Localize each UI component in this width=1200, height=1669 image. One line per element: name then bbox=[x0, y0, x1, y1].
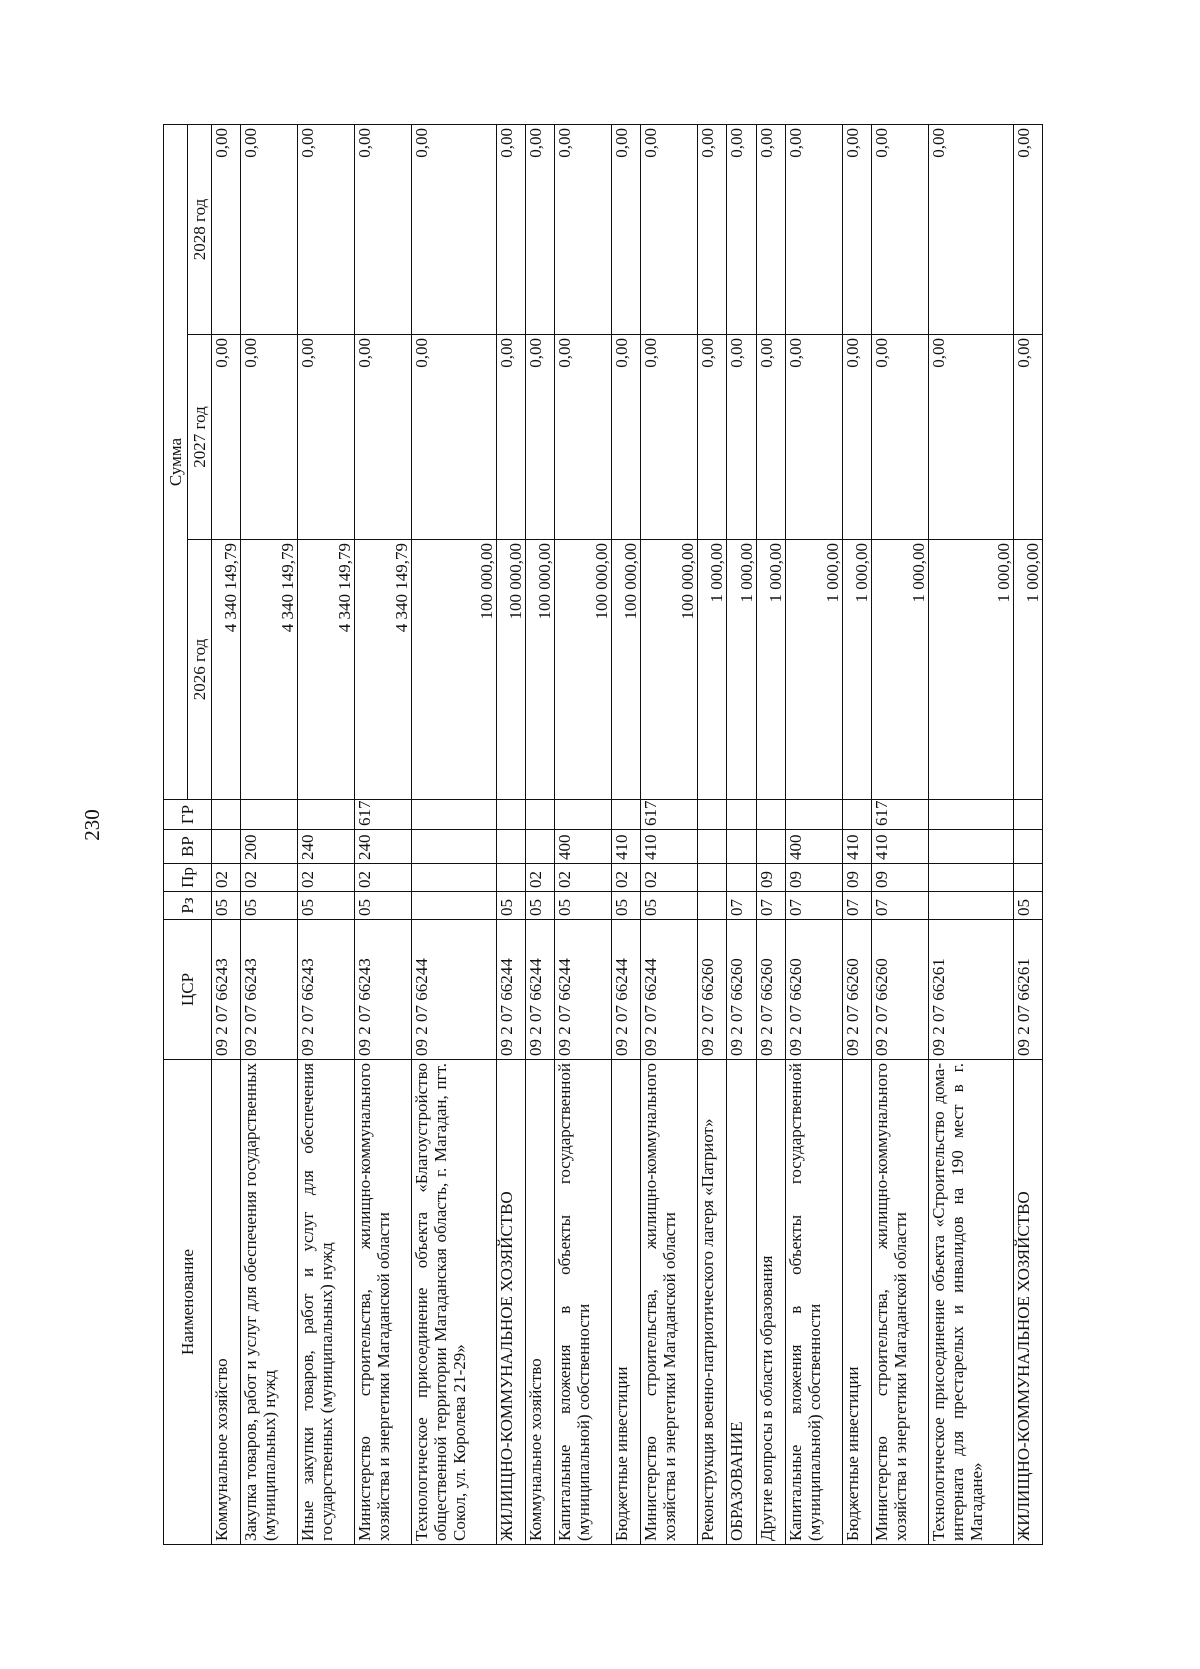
cell-vr: 410 bbox=[641, 830, 698, 864]
cell-2027: 0,00 bbox=[612, 335, 641, 540]
cell-rz: 07 bbox=[842, 892, 871, 920]
cell-gr bbox=[212, 800, 241, 830]
cell-rz: 05 bbox=[612, 892, 641, 920]
cell-pr: 02 bbox=[298, 864, 355, 892]
cell-pr bbox=[929, 864, 1014, 892]
cell-rz: 07 bbox=[872, 892, 929, 920]
cell-vr bbox=[525, 830, 554, 864]
cell-gr bbox=[1013, 800, 1042, 830]
cell-2027: 0,00 bbox=[929, 335, 1014, 540]
cell-2028: 0,00 bbox=[298, 124, 355, 334]
cell-2028: 0,00 bbox=[785, 124, 842, 334]
cell-2028: 0,00 bbox=[842, 124, 871, 334]
cell-vr: 410 bbox=[842, 830, 871, 864]
cell-name: Коммунальное хозяйство bbox=[212, 1060, 241, 1545]
cell-name: Реконструкция военно-патриотического лагеря «Патриот» bbox=[698, 1060, 727, 1545]
cell-2026: 1 000,00 bbox=[872, 540, 929, 800]
header-gr: ГР bbox=[164, 800, 212, 830]
cell-rz: 05 bbox=[298, 892, 355, 920]
cell-name: Министерство строительства, жилищно-коммунального хозяйства и энергетики Магаданской области bbox=[641, 1060, 698, 1545]
header-2026: 2026 год bbox=[188, 540, 212, 800]
table-row bbox=[496, 124, 525, 1544]
cell-2026: 1 000,00 bbox=[1013, 540, 1042, 800]
table-row bbox=[842, 124, 871, 1544]
cell-csr: 09 2 07 66243 bbox=[241, 920, 298, 1060]
cell-2026: 4 340 149,79 bbox=[355, 540, 412, 800]
table-row bbox=[241, 124, 298, 1544]
cell-pr: 09 bbox=[756, 864, 785, 892]
cell-2028: 0,00 bbox=[872, 124, 929, 334]
cell-csr: 09 2 07 66260 bbox=[698, 920, 727, 1060]
header-name: Наименование bbox=[164, 1060, 212, 1545]
cell-rz: 05 bbox=[1013, 892, 1042, 920]
cell-gr bbox=[241, 800, 298, 830]
cell-csr: 09 2 07 66260 bbox=[785, 920, 842, 1060]
cell-vr bbox=[698, 830, 727, 864]
cell-2027: 0,00 bbox=[525, 335, 554, 540]
cell-pr bbox=[1013, 864, 1042, 892]
cell-2027: 0,00 bbox=[842, 335, 871, 540]
cell-vr bbox=[496, 830, 525, 864]
cell-vr bbox=[756, 830, 785, 864]
cell-2027: 0,00 bbox=[641, 335, 698, 540]
cell-pr: 09 bbox=[785, 864, 842, 892]
cell-2028: 0,00 bbox=[525, 124, 554, 334]
cell-2026: 1 000,00 bbox=[756, 540, 785, 800]
cell-2027: 0,00 bbox=[212, 335, 241, 540]
cell-vr bbox=[727, 830, 756, 864]
cell-pr: 09 bbox=[872, 864, 929, 892]
cell-name: Закупка товаров, работ и услуг для обеспечения государственных (муниципальных) нужд bbox=[241, 1060, 298, 1545]
cell-2027: 0,00 bbox=[241, 335, 298, 540]
cell-csr: 09 2 07 66261 bbox=[1013, 920, 1042, 1060]
cell-csr: 09 2 07 66243 bbox=[355, 920, 412, 1060]
cell-name: Иные закупки товаров, работ и услуг для обеспечения государственных (муниципальных) нужд bbox=[298, 1060, 355, 1545]
cell-2026: 4 340 149,79 bbox=[298, 540, 355, 800]
cell-2028: 0,00 bbox=[612, 124, 641, 334]
cell-csr: 09 2 07 66244 bbox=[555, 920, 612, 1060]
cell-name: Министерство строительства, жилищно-коммунального хозяйства и энергетики Магаданской области bbox=[355, 1060, 412, 1545]
cell-vr bbox=[929, 830, 1014, 864]
cell-pr bbox=[496, 864, 525, 892]
table-row bbox=[756, 124, 785, 1544]
cell-name: Бюджетные инвестиции bbox=[842, 1060, 871, 1545]
cell-gr bbox=[756, 800, 785, 830]
cell-pr: 02 bbox=[355, 864, 412, 892]
cell-csr: 09 2 07 66260 bbox=[727, 920, 756, 1060]
cell-2028: 0,00 bbox=[727, 124, 756, 334]
cell-csr: 09 2 07 66244 bbox=[525, 920, 554, 1060]
cell-vr: 200 bbox=[241, 830, 298, 864]
header-2027: 2027 год bbox=[188, 335, 212, 540]
cell-gr bbox=[298, 800, 355, 830]
cell-pr: 02 bbox=[241, 864, 298, 892]
cell-pr: 09 bbox=[842, 864, 871, 892]
cell-csr: 09 2 07 66244 bbox=[496, 920, 525, 1060]
cell-2027: 0,00 bbox=[698, 335, 727, 540]
header-pr: Пр bbox=[164, 864, 212, 892]
table-row bbox=[612, 124, 641, 1544]
cell-pr: 02 bbox=[555, 864, 612, 892]
table-body bbox=[212, 124, 1043, 1544]
cell-gr bbox=[412, 800, 497, 830]
cell-gr bbox=[555, 800, 612, 830]
cell-2028: 0,00 bbox=[698, 124, 727, 334]
cell-2027: 0,00 bbox=[727, 335, 756, 540]
cell-2026: 100 000,00 bbox=[555, 540, 612, 800]
cell-name: Капитальные вложения в объекты государственной (муниципальной) собственности bbox=[555, 1060, 612, 1545]
cell-2028: 0,00 bbox=[756, 124, 785, 334]
cell-csr: 09 2 07 66244 bbox=[412, 920, 497, 1060]
cell-csr: 09 2 07 66260 bbox=[756, 920, 785, 1060]
cell-pr bbox=[698, 864, 727, 892]
budget-table bbox=[163, 124, 1043, 1545]
cell-2028: 0,00 bbox=[212, 124, 241, 334]
table-row bbox=[212, 124, 241, 1544]
cell-csr: 09 2 07 66244 bbox=[612, 920, 641, 1060]
cell-2026: 1 000,00 bbox=[727, 540, 756, 800]
table-row bbox=[412, 124, 497, 1544]
header-csr: ЦСР bbox=[164, 920, 212, 1060]
cell-2027: 0,00 bbox=[785, 335, 842, 540]
cell-rz: 07 bbox=[727, 892, 756, 920]
header-vr: ВР bbox=[164, 830, 212, 864]
cell-gr: 617 bbox=[872, 800, 929, 830]
cell-rz: 05 bbox=[241, 892, 298, 920]
cell-2027: 0,00 bbox=[872, 335, 929, 540]
table-row bbox=[727, 124, 756, 1544]
cell-2026: 100 000,00 bbox=[641, 540, 698, 800]
cell-vr bbox=[1013, 830, 1042, 864]
cell-2028: 0,00 bbox=[929, 124, 1014, 334]
cell-gr bbox=[727, 800, 756, 830]
cell-name: ЖИЛИЩНО-КОММУНАЛЬНОЕ ХОЗЯЙСТВО bbox=[1013, 1060, 1042, 1545]
cell-2028: 0,00 bbox=[555, 124, 612, 334]
cell-vr: 240 bbox=[298, 830, 355, 864]
cell-name: Технологическое присоединение объекта «Строительство дома-интерната для престарелых и инвалидов на 190 мест в г. Магадане» bbox=[929, 1060, 1014, 1545]
table-row bbox=[872, 124, 929, 1544]
cell-2026: 1 000,00 bbox=[929, 540, 1014, 800]
cell-2026: 1 000,00 bbox=[842, 540, 871, 800]
cell-2027: 0,00 bbox=[496, 335, 525, 540]
cell-vr: 410 bbox=[612, 830, 641, 864]
cell-rz: 05 bbox=[212, 892, 241, 920]
cell-2026: 100 000,00 bbox=[412, 540, 497, 800]
cell-2026: 100 000,00 bbox=[496, 540, 525, 800]
cell-vr: 400 bbox=[785, 830, 842, 864]
cell-gr bbox=[612, 800, 641, 830]
cell-2026: 100 000,00 bbox=[525, 540, 554, 800]
cell-rz bbox=[929, 892, 1014, 920]
cell-2028: 0,00 bbox=[1013, 124, 1042, 334]
header-sum: Сумма bbox=[164, 124, 188, 799]
cell-gr bbox=[698, 800, 727, 830]
cell-name: Бюджетные инвестиции bbox=[612, 1060, 641, 1545]
cell-2026: 1 000,00 bbox=[698, 540, 727, 800]
cell-name: Министерство строительства, жилищно-коммунального хозяйства и энергетики Магаданской области bbox=[872, 1060, 929, 1545]
cell-pr bbox=[727, 864, 756, 892]
table-row bbox=[298, 124, 355, 1544]
table-row bbox=[525, 124, 554, 1544]
table-row bbox=[785, 124, 842, 1544]
cell-vr: 410 bbox=[872, 830, 929, 864]
cell-2027: 0,00 bbox=[1013, 335, 1042, 540]
cell-name: ЖИЛИЩНО-КОММУНАЛЬНОЕ ХОЗЯЙСТВО bbox=[496, 1060, 525, 1545]
cell-rz: 05 bbox=[355, 892, 412, 920]
header-2028: 2028 год bbox=[188, 124, 212, 334]
cell-csr: 09 2 07 66260 bbox=[842, 920, 871, 1060]
cell-pr: 02 bbox=[612, 864, 641, 892]
cell-2028: 0,00 bbox=[412, 124, 497, 334]
budget-table-container bbox=[163, 125, 1043, 1545]
cell-vr: 400 bbox=[555, 830, 612, 864]
cell-rz: 05 bbox=[555, 892, 612, 920]
cell-gr bbox=[525, 800, 554, 830]
cell-rz: 05 bbox=[496, 892, 525, 920]
cell-2028: 0,00 bbox=[496, 124, 525, 334]
cell-2027: 0,00 bbox=[355, 335, 412, 540]
cell-pr bbox=[412, 864, 497, 892]
cell-rz: 07 bbox=[756, 892, 785, 920]
cell-csr: 09 2 07 66261 bbox=[929, 920, 1014, 1060]
cell-name: ОБРАЗОВАНИЕ bbox=[727, 1060, 756, 1545]
cell-2027: 0,00 bbox=[298, 335, 355, 540]
cell-csr: 09 2 07 66244 bbox=[641, 920, 698, 1060]
cell-vr: 240 bbox=[355, 830, 412, 864]
header-rz: Рз bbox=[164, 892, 212, 920]
cell-csr: 09 2 07 66243 bbox=[298, 920, 355, 1060]
table-row bbox=[641, 124, 698, 1544]
cell-csr: 09 2 07 66243 bbox=[212, 920, 241, 1060]
cell-gr: 617 bbox=[641, 800, 698, 830]
cell-2026: 4 340 149,79 bbox=[241, 540, 298, 800]
cell-gr bbox=[785, 800, 842, 830]
cell-rz: 07 bbox=[785, 892, 842, 920]
cell-2027: 0,00 bbox=[555, 335, 612, 540]
cell-2027: 0,00 bbox=[412, 335, 497, 540]
cell-gr: 617 bbox=[355, 800, 412, 830]
cell-gr bbox=[496, 800, 525, 830]
table-row bbox=[555, 124, 612, 1544]
cell-2026: 1 000,00 bbox=[785, 540, 842, 800]
cell-name: Капитальные вложения в объекты государственной (муниципальной) собственности bbox=[785, 1060, 842, 1545]
cell-rz: 05 bbox=[525, 892, 554, 920]
cell-rz bbox=[698, 892, 727, 920]
cell-rz bbox=[412, 892, 497, 920]
cell-vr bbox=[212, 830, 241, 864]
cell-2028: 0,00 bbox=[641, 124, 698, 334]
table-row bbox=[698, 124, 727, 1544]
cell-2026: 100 000,00 bbox=[612, 540, 641, 800]
cell-name: Другие вопросы в области образования bbox=[756, 1060, 785, 1545]
cell-vr bbox=[412, 830, 497, 864]
cell-2027: 0,00 bbox=[756, 335, 785, 540]
cell-name: Коммунальное хозяйство bbox=[525, 1060, 554, 1545]
cell-2026: 4 340 149,79 bbox=[212, 540, 241, 800]
cell-rz: 05 bbox=[641, 892, 698, 920]
cell-gr bbox=[842, 800, 871, 830]
table-row bbox=[929, 124, 1014, 1544]
cell-csr: 09 2 07 66260 bbox=[872, 920, 929, 1060]
page-number: 230 bbox=[80, 809, 104, 841]
cell-pr: 02 bbox=[212, 864, 241, 892]
cell-2028: 0,00 bbox=[241, 124, 298, 334]
table-row bbox=[355, 124, 412, 1544]
cell-name: Технологическое присоединение объекта «Благоустройство общественной территории Магаданская область, г. Магадан, пгт. Сокол, ул. Королева 21-29» bbox=[412, 1060, 497, 1545]
cell-2028: 0,00 bbox=[355, 124, 412, 334]
table-row bbox=[1013, 124, 1042, 1544]
cell-pr: 02 bbox=[525, 864, 554, 892]
cell-gr bbox=[929, 800, 1014, 830]
cell-pr: 02 bbox=[641, 864, 698, 892]
